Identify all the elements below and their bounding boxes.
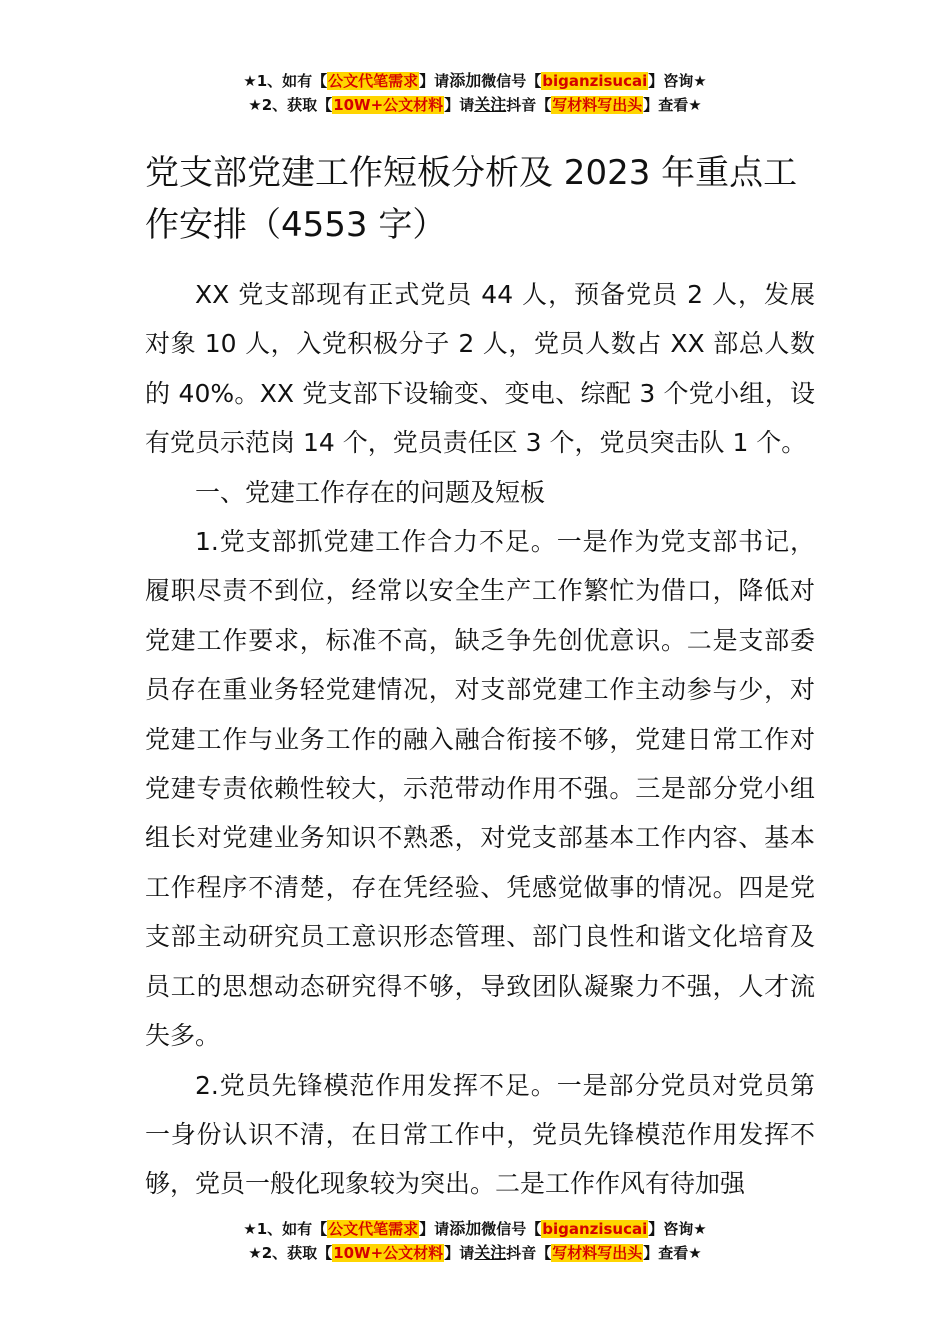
- promo-highlight: 10W+公文材料: [333, 1244, 444, 1262]
- document-title: 党支部党建工作短板分析及 2023 年重点工作安排（4553 字）: [145, 152, 798, 245]
- document-body: [145, 270, 815, 1209]
- promo-text: 】咨询★: [648, 1220, 707, 1238]
- footer-promo-banner: [0, 1217, 950, 1265]
- promo-text: 抖音【: [506, 96, 552, 114]
- promo-line-1: [0, 1217, 950, 1241]
- promo-line-2: [0, 1241, 950, 1265]
- promo-douyin-account: 写材料写出头: [552, 96, 643, 114]
- promo-douyin-account: 写材料写出头: [552, 1244, 643, 1262]
- promo-text: 微信号【: [481, 1220, 542, 1238]
- promo-text: 微信号【: [481, 72, 542, 90]
- promo-emphasis: 关注: [474, 1243, 507, 1262]
- promo-line-1: [0, 69, 950, 93]
- body-paragraph: XX 党支部现有正式党员 44 人，预备党员 2 人，发展对象 10 人，入党积极分子 2 人，党员人数占 XX 部总人数的 40%。XX 党支部下设输变、变电、综配 3 个党小组，设有党员示范岗 14 个，党员责任区 3 个，党员突击队 1 个。: [145, 280, 815, 458]
- header-promo-banner: [0, 69, 950, 117]
- promo-text: 】请: [444, 96, 475, 114]
- promo-text: 】咨询★: [648, 72, 707, 90]
- promo-highlight: 公文代笔需求: [328, 72, 419, 90]
- promo-text: 】请: [419, 1220, 450, 1238]
- promo-text: ★2、获取【: [248, 1244, 333, 1262]
- promo-wechat-id: biganzisucai: [542, 1220, 648, 1238]
- promo-text: 抖音【: [506, 1244, 552, 1262]
- promo-highlight: 公文代笔需求: [328, 1220, 419, 1238]
- promo-line-2: [0, 93, 950, 117]
- promo-highlight: 10W+公文材料: [333, 96, 444, 114]
- promo-text: ★2、获取【: [248, 96, 333, 114]
- body-paragraph: 2.党员先锋模范作用发挥不足。一是部分党员对党员第一身份认识不清，在日常工作中，党员先锋模范作用发挥不够，党员一般化现象较为突出。二是工作作风有待加强: [145, 1070, 815, 1199]
- promo-text: 】查看★: [643, 96, 702, 114]
- section-heading: 一、党建工作存在的问题及短板: [195, 477, 546, 507]
- promo-emphasis: 添加: [449, 71, 482, 90]
- promo-emphasis: 添加: [449, 1219, 482, 1238]
- promo-text: ★1、如有【: [243, 1220, 328, 1238]
- promo-text: 】查看★: [643, 1244, 702, 1262]
- promo-text: 】请: [419, 72, 450, 90]
- promo-emphasis: 关注: [474, 95, 507, 114]
- promo-text: ★1、如有【: [243, 72, 328, 90]
- promo-wechat-id: biganzisucai: [542, 72, 648, 90]
- body-paragraph: 1.党支部抓党建工作合力不足。一是作为党支部书记，履职尽责不到位，经常以安全生产工作繁忙为借口，降低对党建工作要求，标准不高，缺乏争先创优意识。二是支部委员存在重业务轻党建情况，对支部党建工作主动参与少，对党建工作与业务工作的融入融合衔接不够，党建日常工作对党建专责依赖性较大，示范带动作用不强。三是部分党小组组长对党建业务知识不熟悉，对党支部基本工作内容、基本工作程序不清楚，存在凭经验、凭感觉做事的情况。四是党支部主动研究员工意识形态管理、部门良性和谐文化培育及员工的思想动态研究得不够，导致团队凝聚力不强，人才流失多。: [145, 527, 815, 1051]
- promo-text: 】请: [444, 1244, 475, 1262]
